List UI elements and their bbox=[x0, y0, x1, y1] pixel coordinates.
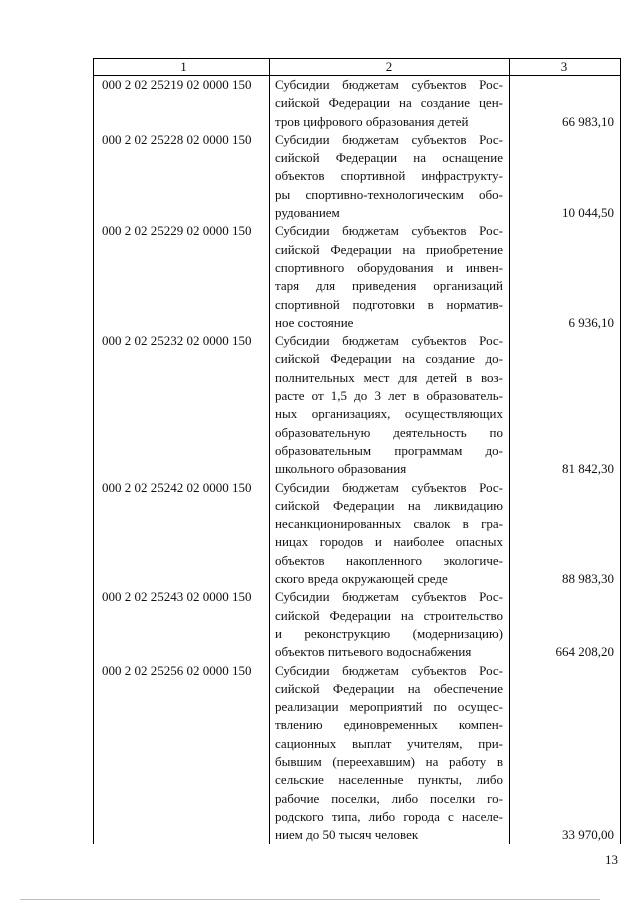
description-line: расте от 1,5 до 3 лет в образователь- bbox=[275, 388, 503, 404]
description-line: и реконструкцию (модернизацию) bbox=[275, 625, 503, 641]
row-amount-cell bbox=[510, 222, 620, 332]
table-body bbox=[93, 76, 621, 844]
row-code-cell bbox=[94, 131, 270, 222]
description-line: Субсидии бюджетам субъектов Рос- bbox=[275, 479, 503, 495]
description-line: объектов спортивной инфраструкту- bbox=[275, 168, 503, 184]
budget-table bbox=[93, 58, 621, 844]
table-row bbox=[93, 332, 621, 478]
table-row bbox=[93, 588, 621, 661]
description-line: объектов питьевого водоснабжения bbox=[275, 644, 472, 660]
row-code-cell bbox=[94, 479, 270, 589]
table-row bbox=[93, 131, 621, 222]
description-line: твлению единовременных компен- bbox=[275, 717, 503, 733]
header-col-1: 1 bbox=[94, 59, 270, 75]
row-code-cell bbox=[94, 76, 270, 131]
row-amount-cell bbox=[510, 662, 620, 845]
table-row bbox=[93, 662, 621, 845]
description-line: ное состояние bbox=[275, 314, 354, 330]
amount-value: 88 983,30 bbox=[562, 571, 614, 587]
row-amount-cell bbox=[510, 588, 620, 661]
description-line: ры спортивно-технологическим обо- bbox=[275, 186, 503, 202]
description-line: Субсидии бюджетам субъектов Рос- bbox=[275, 131, 503, 147]
table-row bbox=[93, 479, 621, 589]
description-line: рабочие поселки, либо поселки го- bbox=[275, 790, 503, 806]
description-line: Субсидии бюджетам субъектов Рос- bbox=[275, 223, 503, 239]
scan-edge-line bbox=[20, 899, 600, 900]
description-line: таря для приведения организаций bbox=[275, 278, 503, 294]
row-amount-cell bbox=[510, 332, 620, 478]
amount-value: 81 842,30 bbox=[562, 461, 614, 477]
row-amount-cell bbox=[510, 479, 620, 589]
description-line: рудованием bbox=[275, 205, 340, 221]
description-line: родского типа, либо города с населе- bbox=[275, 808, 503, 824]
description-line: ных организациях, осуществляющих bbox=[275, 406, 503, 422]
description-line: Субсидии бюджетам субъектов Рос- bbox=[275, 333, 503, 349]
budget-classification-code: 000 2 02 25219 02 0000 150 bbox=[102, 77, 252, 92]
description-line: школьного образования bbox=[275, 461, 407, 477]
row-description-cell bbox=[270, 332, 510, 478]
description-line: Субсидии бюджетам субъектов Рос- bbox=[275, 662, 503, 678]
description-line: сийской Федерации на оснащение bbox=[275, 150, 503, 166]
description-line: сельские населенные пункты, либо bbox=[275, 772, 503, 788]
page-number: 13 bbox=[605, 852, 618, 867]
amount-value: 33 970,00 bbox=[562, 827, 614, 843]
amount-value: 10 044,50 bbox=[562, 205, 614, 221]
description-line: сийской Федерации на обеспечение bbox=[275, 680, 503, 696]
header-col-2: 2 bbox=[270, 59, 510, 75]
amount-value: 664 208,20 bbox=[555, 644, 614, 660]
description-line: Субсидии бюджетам субъектов Рос- bbox=[275, 589, 503, 605]
budget-classification-code: 000 2 02 25232 02 0000 150 bbox=[102, 333, 252, 349]
description-line: нием до 50 тысяч человек bbox=[275, 827, 419, 843]
description-line: спортивного оборудования и инвен- bbox=[275, 259, 503, 275]
table-header-row bbox=[93, 58, 621, 76]
table-row bbox=[93, 76, 621, 131]
row-code-cell bbox=[94, 332, 270, 478]
row-code-cell bbox=[94, 222, 270, 332]
description-line: Субсидии бюджетам субъектов Рос- bbox=[275, 77, 503, 92]
description-line: ницах городов и наиболее опасных bbox=[275, 534, 503, 550]
row-amount-cell bbox=[510, 131, 620, 222]
row-description-cell bbox=[270, 588, 510, 661]
description-line: образовательным программам до- bbox=[275, 442, 503, 458]
description-line: спортивной подготовки в норматив- bbox=[275, 296, 503, 312]
row-description-cell bbox=[270, 76, 510, 131]
description-line: сийской Федерации на создание до- bbox=[275, 351, 503, 367]
row-description-cell bbox=[270, 662, 510, 845]
amount-value: 6 936,10 bbox=[568, 314, 614, 330]
row-description-cell bbox=[270, 222, 510, 332]
budget-classification-code: 000 2 02 25256 02 0000 150 bbox=[102, 662, 252, 678]
row-code-cell bbox=[94, 662, 270, 845]
description-line: образовательную деятельность по bbox=[275, 424, 503, 440]
description-line: полнительных мест для детей в воз- bbox=[275, 369, 503, 385]
amount-value: 66 983,10 bbox=[562, 113, 614, 129]
row-description-cell bbox=[270, 131, 510, 222]
description-line: сийской Федерации на строительство bbox=[275, 607, 503, 623]
row-description-cell bbox=[270, 479, 510, 589]
description-line: сийской Федерации на приобретение bbox=[275, 241, 503, 257]
table-row bbox=[93, 222, 621, 332]
budget-classification-code: 000 2 02 25228 02 0000 150 bbox=[102, 131, 252, 147]
description-line: несанкционированных свалок в гра- bbox=[275, 516, 503, 532]
budget-classification-code: 000 2 02 25229 02 0000 150 bbox=[102, 223, 252, 239]
row-amount-cell bbox=[510, 76, 620, 131]
description-line: тров цифрового образования детей bbox=[275, 113, 469, 129]
description-line: сийской Федерации на создание цен- bbox=[275, 95, 503, 111]
description-line: бывшим (переехавшим) на работу в bbox=[275, 753, 503, 769]
description-line: сийской Федерации на ликвидацию bbox=[275, 497, 503, 513]
description-line: ского вреда окружающей среде bbox=[275, 571, 448, 587]
description-line: объектов накопленного экологиче- bbox=[275, 552, 503, 568]
budget-classification-code: 000 2 02 25243 02 0000 150 bbox=[102, 589, 252, 605]
description-line: реализации мероприятий по осущес- bbox=[275, 699, 503, 715]
row-code-cell bbox=[94, 588, 270, 661]
budget-classification-code: 000 2 02 25242 02 0000 150 bbox=[102, 479, 252, 495]
header-col-3: 3 bbox=[560, 59, 568, 74]
description-line: сационных выплат учителям, при- bbox=[275, 735, 503, 751]
